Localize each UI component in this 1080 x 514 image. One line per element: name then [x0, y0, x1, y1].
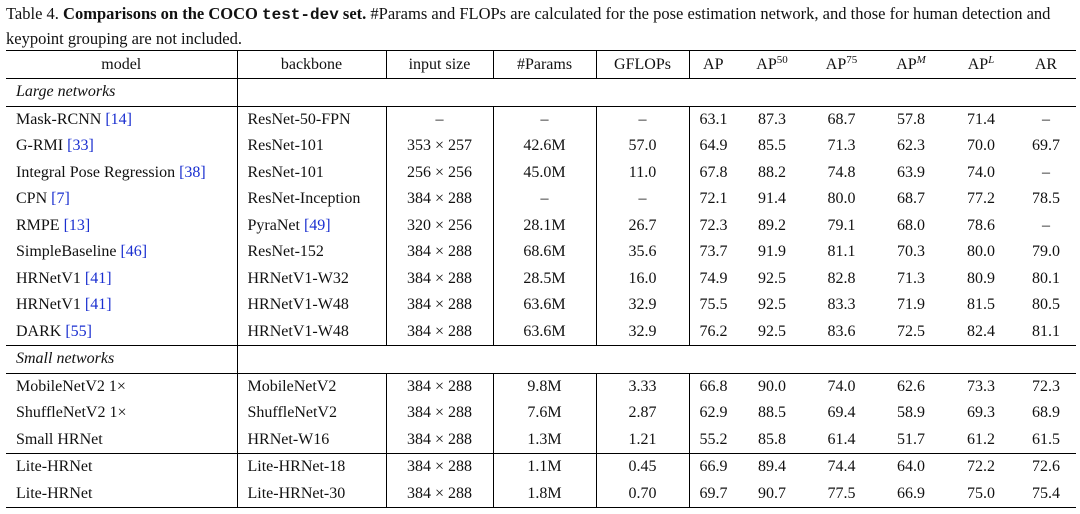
- header-ap50: AP$^{50}$: [737, 51, 807, 79]
- model-name: Small HRNet: [16, 430, 103, 448]
- cell-apm: 62.3: [897, 137, 925, 155]
- cell-apl: 80.0: [967, 243, 995, 261]
- cell-gflops: 16.0: [596, 266, 689, 293]
- cell-ar: 72.3: [1032, 377, 1060, 395]
- backbone-name: ResNet-50-FPN: [247, 110, 351, 128]
- cell-ap: 55.2: [699, 430, 728, 448]
- cell-params: 68.6M: [493, 239, 596, 266]
- cell-ap: 67.8: [699, 163, 728, 181]
- cell-ap50: 89.4: [737, 454, 807, 481]
- table-row: [6, 160, 1076, 187]
- cell-ap75: 69.4: [827, 404, 856, 422]
- cell-apl: 77.2: [967, 190, 995, 208]
- cell-apm: 68.0: [897, 216, 925, 234]
- cell-model: [6, 373, 237, 400]
- cell-ap: 66.9: [689, 454, 737, 481]
- cell-apm: 58.9: [897, 404, 925, 422]
- cell-ap: 63.1: [699, 110, 728, 128]
- section-title: Small networks: [6, 346, 237, 374]
- cell-params: 63.6M: [493, 319, 596, 346]
- cell-ap50: 89.2: [758, 216, 786, 234]
- model-name: HRNetV1: [16, 296, 81, 314]
- cell-gflops: 32.9: [596, 292, 689, 319]
- cell-backbone: [237, 319, 386, 346]
- cell-ap: 69.7: [689, 481, 737, 508]
- cell-model: [6, 292, 237, 319]
- cell-apl: 72.2: [946, 454, 1016, 481]
- cell-input-size: 384 × 288: [386, 427, 493, 454]
- cell-apl: 69.3: [967, 404, 995, 422]
- cell-model: [6, 133, 237, 160]
- cell-ap: 72.3: [699, 216, 728, 234]
- cell-apl: 81.5: [967, 296, 995, 314]
- cell-apl: 70.0: [967, 137, 995, 155]
- caption-bold-prefix: Comparisons on the COCO: [63, 4, 258, 23]
- cell-ap50: 88.5: [758, 404, 786, 422]
- cell-ap50: 87.3: [758, 110, 786, 128]
- backbone-name: PyraNet: [247, 216, 300, 234]
- cell-ap75: 71.3: [827, 137, 856, 155]
- table-row: [6, 292, 1076, 319]
- cell-ar: 81.1: [1032, 322, 1060, 340]
- cell-gflops: 3.33: [596, 373, 689, 400]
- table-row: [6, 239, 1076, 266]
- backbone-name: HRNetV1-W32: [247, 269, 349, 287]
- model-name: RMPE: [16, 216, 60, 234]
- model-name: DARK: [16, 322, 62, 340]
- cell-input-size: 384 × 288: [386, 373, 493, 400]
- cell-ap50: 92.5: [758, 296, 786, 314]
- citation-link[interactable]: [7]: [51, 190, 70, 208]
- cell-apm: 63.9: [897, 163, 925, 181]
- cell-model: [6, 400, 237, 427]
- table-header: [6, 51, 1076, 79]
- cell-input-size: 384 × 288: [386, 400, 493, 427]
- cell-backbone: [237, 186, 386, 213]
- cell-input-size: 384 × 288: [386, 186, 493, 213]
- cell-ap50: 85.8: [758, 430, 786, 448]
- table-row: [6, 400, 1076, 427]
- cell-apl: 73.3: [967, 377, 995, 395]
- cell-gflops: 1.21: [596, 427, 689, 454]
- cell-gflops: 2.87: [596, 400, 689, 427]
- header-params: #Params: [493, 51, 596, 79]
- cell-apl: 61.2: [967, 430, 995, 448]
- model-name: ShuffleNetV2 1×: [16, 404, 127, 422]
- model-name: Mask-RCNN: [16, 110, 102, 128]
- cell-ap50: 90.0: [758, 377, 786, 395]
- table-row: [6, 427, 1076, 454]
- cell-gflops: –: [596, 106, 689, 133]
- section-title: Large networks: [6, 79, 237, 107]
- cell-backbone: [237, 400, 386, 427]
- cell-backbone: [237, 292, 386, 319]
- model-name: Lite-HRNet: [16, 458, 93, 476]
- backbone-name: HRNet-W16: [247, 430, 330, 448]
- cell-input-size: 384 × 288: [386, 292, 493, 319]
- cell-gflops: 35.6: [596, 239, 689, 266]
- cell-apl: 82.4: [967, 322, 995, 340]
- caption-bold-suffix: set.: [342, 4, 367, 23]
- results-table: [6, 50, 1076, 508]
- header-gflops: GFLOPs: [596, 51, 689, 79]
- backbone-name: ResNet-152: [247, 243, 324, 261]
- cell-ap75: 81.1: [827, 243, 856, 261]
- backbone-name: ResNet-101: [247, 137, 324, 155]
- table-row: [6, 213, 1076, 240]
- cell-apm: 68.7: [897, 190, 925, 208]
- cell-backbone: [237, 106, 386, 133]
- backbone-name: ResNet-Inception: [247, 190, 361, 208]
- table-row: [6, 454, 1076, 481]
- cell-backbone: [237, 239, 386, 266]
- cell-gflops: 0.45: [596, 454, 689, 481]
- cell-apm: 70.3: [897, 243, 925, 261]
- backbone-name: HRNetV1-W48: [247, 296, 349, 314]
- cell-params: 45.0M: [493, 160, 596, 187]
- cell-ap75: 61.4: [827, 430, 856, 448]
- cell-model: [6, 454, 237, 481]
- cell-input-size: 353 × 257: [386, 133, 493, 160]
- citation-link[interactable]: [13]: [63, 216, 91, 234]
- cell-apl: 80.9: [967, 269, 995, 287]
- cell-ap50: 91.4: [758, 190, 786, 208]
- cell-apm: 62.6: [897, 377, 925, 395]
- model-name: HRNetV1: [16, 269, 81, 287]
- cell-gflops: 26.7: [596, 213, 689, 240]
- cell-backbone: [237, 133, 386, 160]
- cell-input-size: –: [386, 106, 493, 133]
- table-row: [6, 373, 1076, 400]
- cell-backbone: [237, 266, 386, 293]
- cell-model: [6, 106, 237, 133]
- cell-params: 9.8M: [493, 373, 596, 400]
- cell-ar: 78.5: [1032, 190, 1060, 208]
- caption-dataset-split: test-dev: [261, 6, 339, 24]
- cell-backbone: [237, 213, 386, 240]
- citation-link[interactable]: [41]: [84, 296, 112, 314]
- citation-link[interactable]: [49]: [303, 216, 331, 234]
- cell-ap50: 88.2: [758, 163, 786, 181]
- cell-ap75: 83.6: [827, 322, 856, 340]
- cell-model: [6, 266, 237, 293]
- header-model: model: [6, 51, 237, 79]
- backbone-name: MobileNetV2: [247, 377, 337, 395]
- cell-apm: 71.3: [897, 269, 925, 287]
- table-caption: [6, 2, 1076, 51]
- cell-apl: 75.0: [946, 481, 1016, 508]
- cell-params: 1.8M: [493, 481, 596, 508]
- cell-ap75: 79.1: [827, 216, 856, 234]
- cell-ap75: 74.8: [827, 163, 856, 181]
- cell-ar: 69.7: [1032, 137, 1060, 155]
- cell-apl: 71.4: [967, 110, 995, 128]
- cell-params: 28.1M: [493, 213, 596, 240]
- header-apl: $AP^L$: [946, 51, 1016, 79]
- model-name: Integral Pose Regression: [16, 163, 176, 181]
- cell-ap75: 80.0: [827, 190, 856, 208]
- citation-link[interactable]: [33]: [67, 137, 94, 155]
- cell-gflops: 32.9: [596, 319, 689, 346]
- cell-ar: 80.5: [1032, 296, 1060, 314]
- cell-params: 1.3M: [493, 427, 596, 454]
- cell-apm: 71.9: [897, 296, 925, 314]
- cell-ap: 66.8: [699, 377, 728, 395]
- backbone-name: Lite-HRNet-30: [247, 484, 346, 502]
- citation-link[interactable]: [46]: [120, 243, 148, 261]
- cell-apl: 74.0: [967, 163, 995, 181]
- cell-backbone: [237, 427, 386, 454]
- cell-ap: 74.9: [699, 269, 728, 287]
- cell-apm: 72.5: [897, 322, 925, 340]
- table-body: [6, 79, 1076, 508]
- cell-input-size: 384 × 288: [386, 319, 493, 346]
- cell-ap: 75.5: [699, 296, 728, 314]
- backbone-name: ShuffleNetV2: [247, 404, 337, 422]
- cell-ap75: 74.4: [807, 454, 876, 481]
- citation-link[interactable]: [14]: [105, 110, 132, 128]
- table-row: [6, 319, 1076, 346]
- cell-params: 1.1M: [493, 454, 596, 481]
- cell-ar: 80.1: [1032, 269, 1060, 287]
- cell-backbone: [237, 481, 386, 508]
- cell-gflops: 57.0: [596, 133, 689, 160]
- cell-ap75: 77.5: [807, 481, 876, 508]
- cell-model: [6, 319, 237, 346]
- cell-ap75: 74.0: [827, 377, 856, 395]
- header-row: [6, 51, 1076, 79]
- cell-model: [6, 427, 237, 454]
- cell-model: [6, 239, 237, 266]
- model-name: G-RMI: [16, 137, 64, 155]
- table-row: [6, 481, 1076, 508]
- citation-link[interactable]: [38]: [179, 163, 206, 181]
- section-header-row: [6, 346, 1076, 374]
- cell-input-size: 256 × 256: [386, 160, 493, 187]
- cell-gflops: –: [596, 186, 689, 213]
- cell-ar: 75.4: [1016, 481, 1076, 508]
- section-header-row: [6, 79, 1076, 107]
- cell-ar: –: [1042, 163, 1050, 181]
- cell-gflops: 11.0: [596, 160, 689, 187]
- cell-backbone: [237, 160, 386, 187]
- header-input-size: input size: [386, 51, 493, 79]
- cell-backbone: [237, 373, 386, 400]
- caption-text: #Params and FLOPs are calculated for the pose estimation network, and those for human detection and keypoint grouping are not included.: [6, 4, 1051, 48]
- cell-input-size: 384 × 288: [386, 266, 493, 293]
- cell-ap75: 83.3: [827, 296, 856, 314]
- cell-input-size: 384 × 288: [386, 239, 493, 266]
- header-backbone: backbone: [237, 51, 386, 79]
- cell-params: 42.6M: [493, 133, 596, 160]
- cell-apm: 57.8: [897, 110, 925, 128]
- section-filler: [237, 79, 1076, 107]
- cell-apm: 64.0: [876, 454, 946, 481]
- cell-ar: –: [1042, 110, 1050, 128]
- table-row: [6, 266, 1076, 293]
- caption-label: Table 4.: [6, 4, 59, 23]
- cell-params: 63.6M: [493, 292, 596, 319]
- model-name: SimpleBaseline: [16, 243, 117, 261]
- cell-ap: 62.9: [699, 404, 728, 422]
- cell-ap: 76.2: [699, 322, 728, 340]
- backbone-name: ResNet-101: [247, 163, 324, 181]
- cell-model: [6, 481, 237, 508]
- header-apm: $AP^M$: [876, 51, 946, 79]
- cell-ar: 61.5: [1032, 430, 1060, 448]
- model-name: Lite-HRNet: [16, 484, 93, 502]
- cell-apm: 51.7: [897, 430, 925, 448]
- cell-ap75: 82.8: [827, 269, 856, 287]
- citation-link[interactable]: [55]: [65, 322, 92, 340]
- cell-ar: 68.9: [1032, 404, 1060, 422]
- cell-ar: –: [1042, 216, 1050, 234]
- cell-ap50: 90.7: [737, 481, 807, 508]
- header-ap75: AP$^{75}$: [807, 51, 876, 79]
- table-row: [6, 133, 1076, 160]
- cell-ap50: 92.5: [758, 269, 786, 287]
- cell-params: 7.6M: [493, 400, 596, 427]
- cell-params: –: [493, 186, 596, 213]
- cell-apm: 66.9: [876, 481, 946, 508]
- cell-params: 28.5M: [493, 266, 596, 293]
- cell-model: [6, 213, 237, 240]
- table-row: [6, 186, 1076, 213]
- cell-ap50: 85.5: [758, 137, 786, 155]
- cell-ap: 72.1: [699, 190, 728, 208]
- backbone-name: HRNetV1-W48: [247, 322, 349, 340]
- header-ar: AR: [1016, 51, 1076, 79]
- cell-params: –: [493, 106, 596, 133]
- cell-ar: 79.0: [1032, 243, 1060, 261]
- backbone-name: Lite-HRNet-18: [247, 458, 346, 476]
- cell-backbone: [237, 454, 386, 481]
- model-name: CPN: [16, 190, 48, 208]
- cell-model: [6, 186, 237, 213]
- model-name: MobileNetV2 1×: [16, 377, 126, 395]
- cell-ap50: 91.9: [758, 243, 786, 261]
- cell-ap: 64.9: [699, 137, 728, 155]
- cell-ap50: 92.5: [758, 322, 786, 340]
- cell-input-size: 384 × 288: [386, 454, 493, 481]
- cell-input-size: 320 × 256: [386, 213, 493, 240]
- citation-link[interactable]: [41]: [84, 269, 112, 287]
- header-ap: AP: [689, 51, 737, 79]
- cell-ap: 73.7: [699, 243, 728, 261]
- cell-apl: 78.6: [967, 216, 995, 234]
- cell-ap75: 68.7: [827, 110, 856, 128]
- cell-input-size: 384 × 288: [386, 481, 493, 508]
- cell-gflops: 0.70: [596, 481, 689, 508]
- cell-ar: 72.6: [1016, 454, 1076, 481]
- section-filler: [237, 346, 1076, 374]
- table-row: [6, 106, 1076, 133]
- cell-model: [6, 160, 237, 187]
